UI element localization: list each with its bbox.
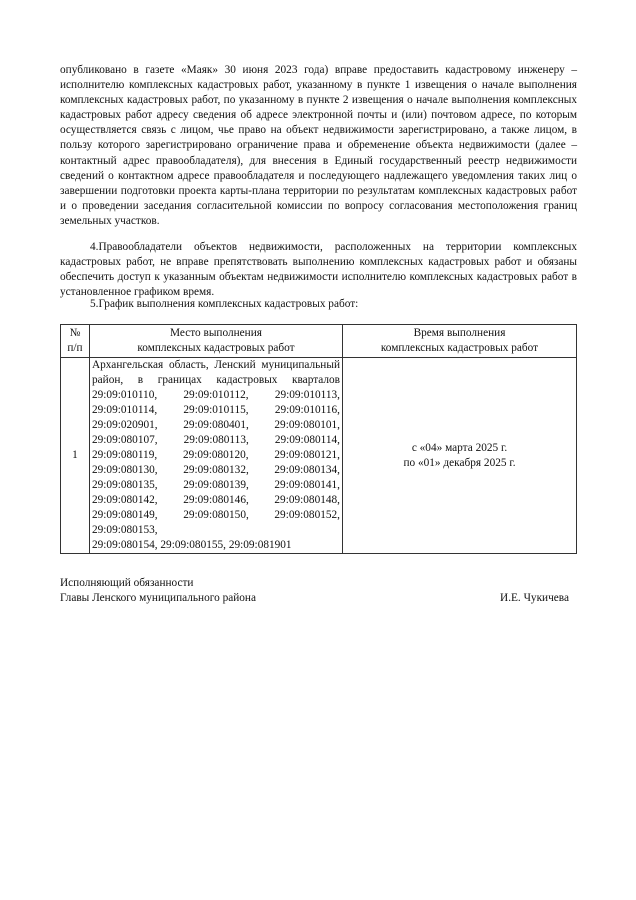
header-num	[61, 325, 90, 358]
header-time-line1: Время выполнения	[413, 327, 506, 339]
signature-name: И.Е. Чукичева	[500, 592, 569, 604]
paragraph-continued-block	[60, 63, 577, 229]
paragraph-5-block	[60, 297, 577, 312]
row-num: 1	[61, 358, 90, 554]
header-place	[90, 325, 343, 358]
paragraph-5: 5.График выполнения комплексных кадастровых работ:	[90, 298, 359, 310]
signature-position-line1: Исполняющий обязанности	[60, 577, 194, 589]
table-row	[61, 358, 577, 554]
table-header-row	[61, 325, 577, 358]
paragraph-4-block	[60, 240, 577, 300]
header-num-line2: п/п	[67, 342, 83, 354]
paragraph-4: 4.Правообладатели объектов недвижимости, расположенных на территории комплексных кадастровых работ, не вправе препятствовать выполнению комплексных кадастровых работ и обязаны обеспечить доступ к указанным объектам недвижимости исполнителю комплексных кадастровых работ в установленное графиком время.	[60, 241, 577, 299]
signature-block	[60, 576, 577, 606]
header-place-line2: комплексных кадастровых работ	[137, 342, 295, 354]
header-time-line2: комплексных кадастровых работ	[380, 342, 539, 354]
schedule-table	[60, 324, 577, 554]
paragraph-continued: опубликовано в газете «Маяк» 30 июня 2023 года) вправе предоставить кадастровому инженеру – исполнителю комплексных кадастровых работ, указанному в пункте 1 извещения о начале выполнения комплексных кадастровых работ, по указанному в пункте 2 извещения о начале выполнения комплексных кадастровых работ адресу сведения об адресе электронной почты и (или) почтовом адресе, по которым осуществляется связь с лицом, чье право на объект недвижимости зарегистрировано, а также лицом, в пользу которого зарегистрировано ограничение права и обременение объекта недвижимости (далее – контактный адрес правообладателя), для внесения в Единый государственный реестр недвижимости сведений о контактном адресе правообладателя и последующего надлежащего уведомления таких лиц о завершении подготовки проекта карты-плана территории по результатам комплексных кадастровых работ и о проведении заседания согласительной комиссии по вопросу согласования местоположения границ земельных участков.	[60, 64, 577, 227]
row-time-start: с «04» марта 2025 г.	[411, 441, 508, 454]
signature-position-line2: Главы Ленского муниципального района	[60, 592, 256, 605]
row-place	[90, 358, 343, 554]
row-place-main: Архангельская область, Ленский муниципальный район, в границах кадастровых кварталов 29:09:010110, 29:09:010112, 29:09:010113, 29:09:010114, 29:09:010115, 29:09:010116, 29:09:020901, 29:09:080401, 29:09:080101, 29:09:080107, 29:09:080113, 29:09:080114, 29:09:080119, 29:09:080120, 29:09:080121, 29:09:080130, 29:09:080132, 29:09:080134, 29:09:080135, 29:09:080139, 29:09:080141, 29:09:080142, 29:09:080146, 29:09:080148, 29:09:080149, 29:09:080150, 29:09:080152, 29:09:080153,	[92, 359, 340, 536]
row-place-last: 29:09:080154, 29:09:080155, 29:09:081901	[92, 539, 292, 551]
header-time	[343, 325, 577, 358]
row-time	[343, 358, 577, 554]
header-place-line1: Место выполнения	[170, 327, 262, 339]
row-time-end: по «01» декабря 2025 г.	[403, 456, 516, 469]
header-num-line1: №	[69, 327, 81, 339]
